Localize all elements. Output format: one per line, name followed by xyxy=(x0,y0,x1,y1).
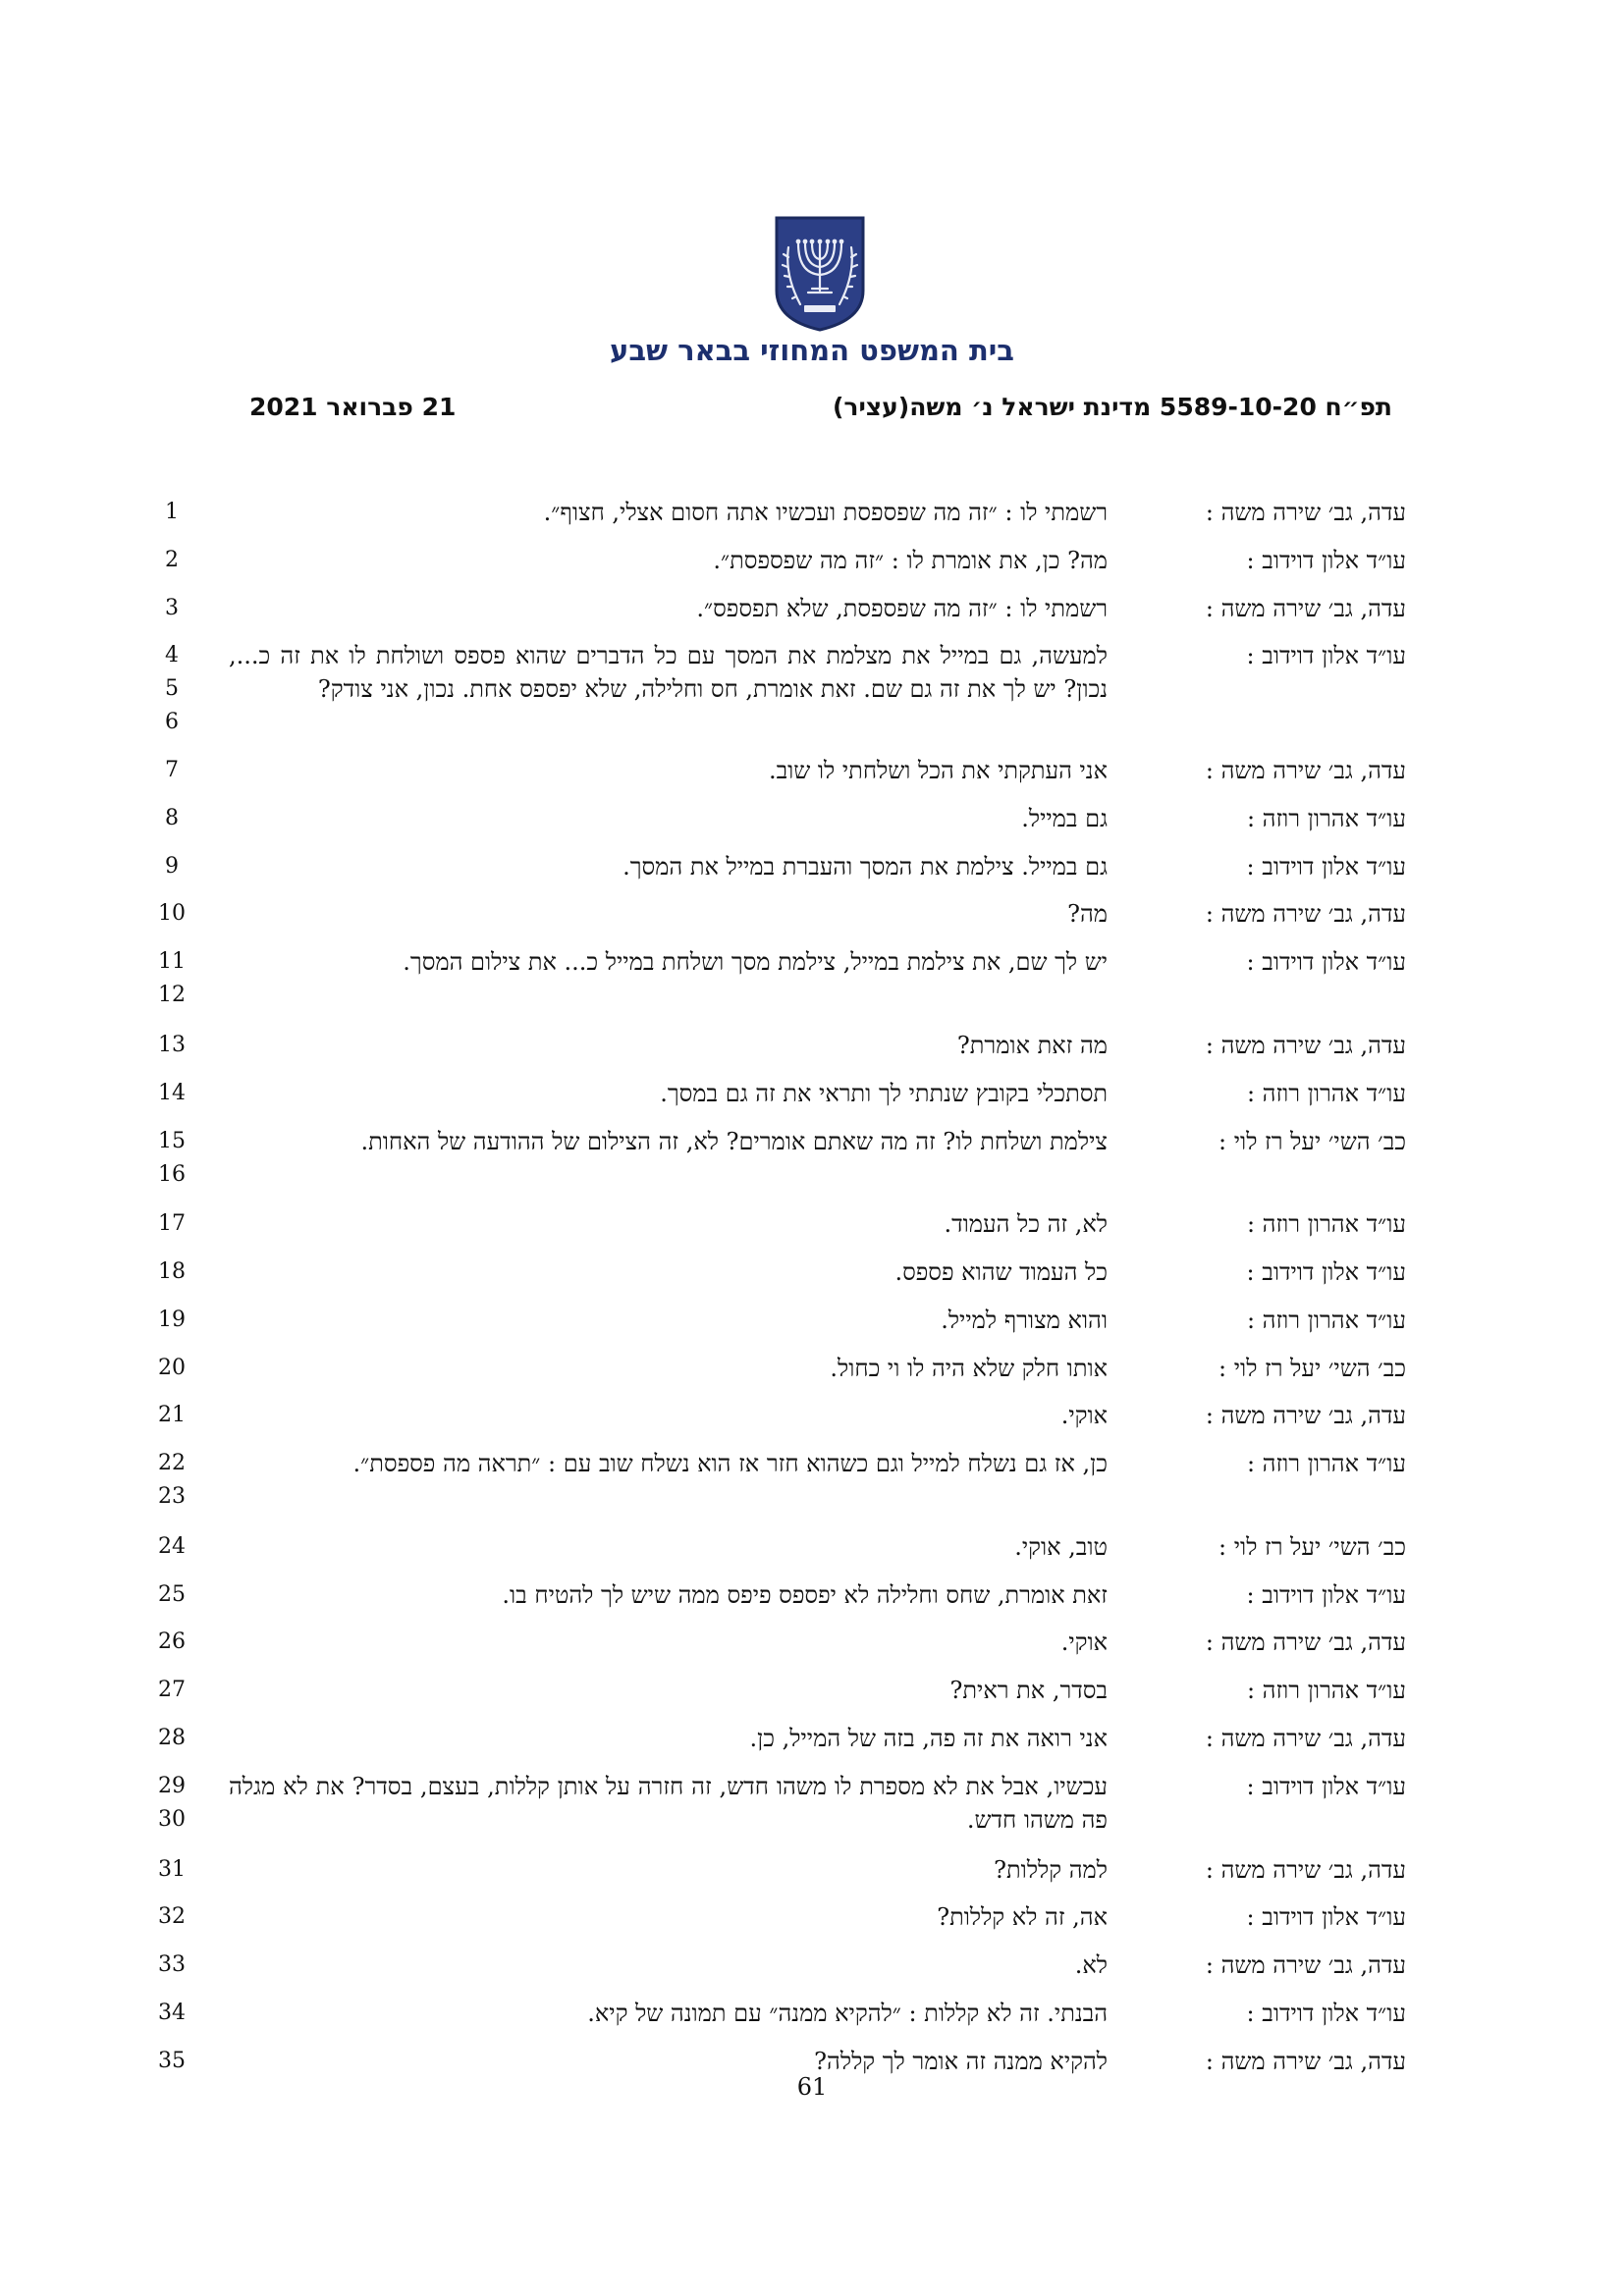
utterance-text: בסדר, את ראית? xyxy=(949,1677,1108,1704)
utterance-text: אוקי. xyxy=(1060,1402,1108,1429)
line-number: 34 xyxy=(158,2001,186,2025)
utterance-text: זאת אומרת, שחס וחלילה לא יפספס פיפס ממה שיש לך להטיח בו. xyxy=(502,1581,1108,1609)
utterance-text: צילמת ושלחת לו? זה מה שאתם אומרים? לא, זה הצילום של ההודעה של האחות. xyxy=(360,1128,1108,1155)
speaker-label: עדה, גב׳ שירה משה : xyxy=(1205,1725,1406,1752)
line-numbers xyxy=(147,1029,196,1062)
line-number: 8 xyxy=(165,806,179,830)
hearing-date: 21 פברואר 2021 xyxy=(249,393,457,421)
speaker-label: עו״ד אלון דוידוב : xyxy=(1246,1903,1406,1931)
utterance-text: רשמתי לו : ״זה מה שפספסת ועכשיו אתה חסום אצלי, חצוף״. xyxy=(543,499,1108,526)
speaker-label: עו״ד אלון דוידוב : xyxy=(1246,1581,1406,1609)
utterance-text: לא. xyxy=(1074,1951,1108,1979)
speaker-label: עו״ד אלון דוידוב : xyxy=(1246,1773,1406,1800)
line-number: 4 xyxy=(165,643,179,667)
line-number: 2 xyxy=(165,548,179,572)
line-number: 5 xyxy=(165,676,179,701)
utterance-text: תסתכלי בקובץ שנתתי לך ותראי את זה גם במסך. xyxy=(660,1080,1108,1107)
speaker-label: עו״ד אהרון רוזה : xyxy=(1246,1210,1406,1238)
line-number: 32 xyxy=(158,1904,186,1929)
line-numbers xyxy=(147,1853,196,1887)
utterance-text: כל העמוד שהוא פספס. xyxy=(894,1258,1108,1286)
line-number: 28 xyxy=(158,1726,186,1750)
line-numbers xyxy=(147,897,196,931)
court-name: בית המשפט המחוזי בבאר שבע xyxy=(610,334,1014,367)
line-number: 10 xyxy=(158,901,186,926)
line-number: 13 xyxy=(158,1033,186,1057)
line-numbers xyxy=(147,802,196,835)
speaker-label: עדה, גב׳ שירה משה : xyxy=(1205,1402,1406,1429)
line-numbers xyxy=(147,1626,196,1659)
line-number: 22 xyxy=(158,1451,186,1475)
line-numbers xyxy=(147,592,196,625)
line-number: 15 xyxy=(158,1129,186,1153)
line-numbers xyxy=(147,1530,196,1564)
line-numbers xyxy=(147,1674,196,1707)
line-number: 9 xyxy=(165,854,179,879)
line-numbers xyxy=(147,1207,196,1241)
speaker-label: עו״ד אהרון רוזה : xyxy=(1246,805,1406,832)
speaker-label: עדה, גב׳ שירה משה : xyxy=(1205,900,1406,928)
speaker-label: עדה, גב׳ שירה משה : xyxy=(1205,757,1406,784)
utterance-text: אותו חלק שלא היה לו וי כחול. xyxy=(830,1355,1108,1382)
utterance-text: מה? כן, את אומרת לו : ״זה מה שפספסת״. xyxy=(713,547,1108,574)
speaker-label: עו״ד אהרון רוזה : xyxy=(1246,1307,1406,1334)
speaker-label: עדה, גב׳ שירה משה : xyxy=(1205,1856,1406,1884)
utterance-text: למה קללות? xyxy=(994,1856,1108,1884)
line-numbers xyxy=(147,1722,196,1755)
line-numbers xyxy=(147,1447,196,1514)
line-numbers xyxy=(147,1949,196,1982)
speaker-label: עו״ד אלון דוידוב : xyxy=(1246,2000,1406,2027)
speaker-label: כב׳ השי׳ יעל רז לוי : xyxy=(1218,1533,1406,1561)
speaker-label: עדה, גב׳ שירה משה : xyxy=(1205,595,1406,622)
line-number: 16 xyxy=(158,1162,186,1187)
line-numbers xyxy=(147,1997,196,2030)
speaker-label: עדה, גב׳ שירה משה : xyxy=(1205,1032,1406,1059)
line-number: 33 xyxy=(158,1952,186,1977)
line-number: 3 xyxy=(165,596,179,620)
line-numbers xyxy=(147,1125,196,1192)
speaker-label: עו״ד אלון דוידוב : xyxy=(1246,547,1406,574)
line-numbers xyxy=(147,544,196,577)
line-number: 1 xyxy=(165,500,179,524)
line-number: 18 xyxy=(158,1259,186,1284)
utterance-text: מה? xyxy=(1067,900,1108,928)
speaker-label: עו״ד אלון דוידוב : xyxy=(1246,853,1406,881)
line-number: 24 xyxy=(158,1534,186,1559)
speaker-label: כב׳ השי׳ יעל רז לוי : xyxy=(1218,1128,1406,1155)
line-numbers xyxy=(147,1900,196,1934)
line-number: 29 xyxy=(158,1774,186,1798)
utterance-text: להקיא ממנה זה אומר לך קללה? xyxy=(814,2048,1108,2075)
utterance-text: מה זאת אומרת? xyxy=(956,1032,1108,1059)
line-number: 23 xyxy=(158,1484,186,1509)
line-number: 35 xyxy=(158,2049,186,2073)
line-number: 6 xyxy=(165,710,179,734)
line-number: 12 xyxy=(158,983,186,1007)
line-numbers xyxy=(147,1399,196,1432)
utterance-text: טוב, אוקי. xyxy=(1014,1533,1108,1561)
line-numbers xyxy=(147,639,196,739)
utterance-text: לא, זה כל העמוד. xyxy=(944,1210,1108,1238)
utterance-text: גם במייל. xyxy=(1021,805,1108,832)
line-number: 14 xyxy=(158,1081,186,1105)
line-numbers xyxy=(147,1255,196,1289)
speaker-label: עו״ד אלון דוידוב : xyxy=(1246,642,1406,669)
line-numbers xyxy=(147,1352,196,1385)
utterance-text: אני רואה את זה פה, בזה של המייל, כן. xyxy=(749,1725,1108,1752)
utterance-text: למעשה, גם במייל את מצלמת את המסך עם כל הדברים שהוא פספס ושולחת לו את זה כ..., נכון? יש לך את זה גם שם. זאת אומרת, חס וחלילה, שלא יפספס אחת. נכון, אני צודק? xyxy=(229,642,1108,703)
line-number: 26 xyxy=(158,1629,186,1654)
utterance-text: אוקי. xyxy=(1060,1629,1108,1656)
line-numbers xyxy=(147,1770,196,1837)
utterance-text: והוא מצורף למייל. xyxy=(941,1307,1108,1334)
speaker-label: כב׳ השי׳ יעל רז לוי : xyxy=(1218,1355,1406,1382)
speaker-label: עו״ד אהרון רוזה : xyxy=(1246,1677,1406,1704)
speaker-label: עדה, גב׳ שירה משה : xyxy=(1205,1629,1406,1656)
line-number: 20 xyxy=(158,1356,186,1380)
line-numbers xyxy=(147,754,196,787)
line-number: 31 xyxy=(158,1857,186,1882)
line-numbers xyxy=(147,1077,196,1110)
line-number: 25 xyxy=(158,1582,186,1607)
speaker-label: עדה, גב׳ שירה משה : xyxy=(1205,2048,1406,2075)
speaker-label: עדה, גב׳ שירה משה : xyxy=(1205,499,1406,526)
case-title: תפ״ח 5589-10-20 מדינת ישראל נ׳ משה(עציר) xyxy=(832,393,1392,421)
line-number: 7 xyxy=(165,758,179,782)
speaker-label: עדה, גב׳ שירה משה : xyxy=(1205,1951,1406,1979)
line-numbers xyxy=(147,496,196,529)
line-number: 27 xyxy=(158,1678,186,1702)
line-number: 30 xyxy=(158,1807,186,1832)
utterance-text: עכשיו, אבל את לא מספרת לו משהו חדש, זה חזרה על אותן קללות, בעצם, בסדר? את לא מגלה פה משהו חדש. xyxy=(229,1773,1108,1834)
line-number: 21 xyxy=(158,1403,186,1427)
utterance-text: גם במייל. צילמת את המסך והעברת במייל את המסך. xyxy=(623,853,1108,881)
utterance-text: אה, זה לא קללות? xyxy=(937,1903,1108,1931)
line-number: 11 xyxy=(158,949,186,974)
line-number: 17 xyxy=(158,1211,186,1236)
speaker-label: עו״ד אהרון רוזה : xyxy=(1246,1450,1406,1477)
line-numbers xyxy=(147,1304,196,1337)
line-number: 19 xyxy=(158,1308,186,1332)
speaker-label: עו״ד אהרון רוזה : xyxy=(1246,1080,1406,1107)
line-numbers xyxy=(147,850,196,883)
line-numbers xyxy=(147,945,196,1012)
speaker-label: עו״ד אלון דוידוב : xyxy=(1246,948,1406,976)
utterance-text: אני העתקתי את הכל ושלחתי לו שוב. xyxy=(768,757,1108,784)
utterance-text: כן, אז גם נשלח למייל וגם כשהוא חזר אז הוא נשלח שוב עם : ״תראה מה פספסת״. xyxy=(352,1450,1108,1477)
utterance-text: רשמתי לו : ״זה מה שפספסת, שלא תפספס״. xyxy=(696,595,1108,622)
utterance-text: יש לך שם, את צילמת במייל, צילמת מסך ושלחת במייל כ... את צילום המסך. xyxy=(403,948,1108,976)
line-numbers xyxy=(147,1578,196,1612)
speaker-label: עו״ד אלון דוידוב : xyxy=(1246,1258,1406,1286)
utterance-text: הבנתי. זה לא קללות : ״להקיא ממנה״ עם תמונה של קיא. xyxy=(587,2000,1108,2027)
page-number: 61 xyxy=(796,2073,828,2101)
